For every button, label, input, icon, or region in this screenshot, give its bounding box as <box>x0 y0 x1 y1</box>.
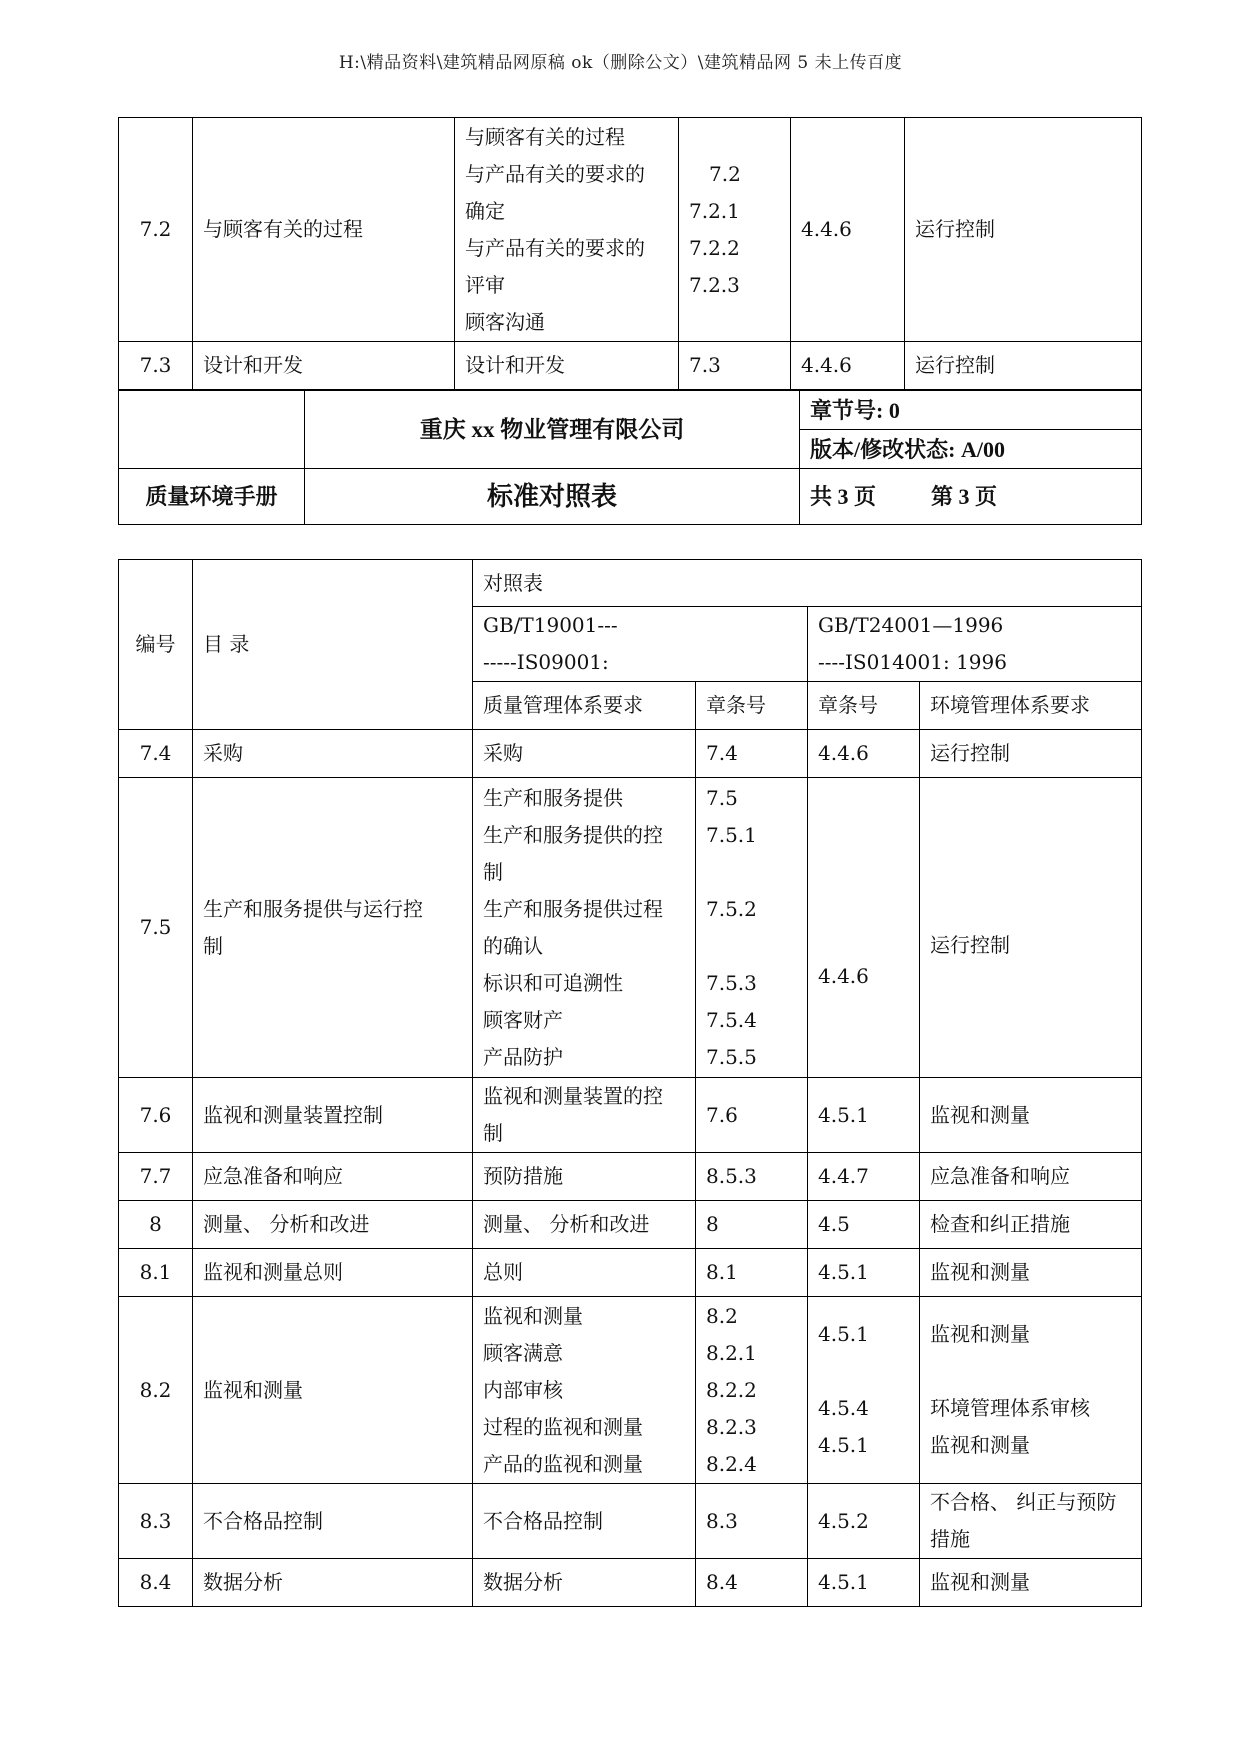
env-requirement: 不合格、 纠正与预防 措施 <box>920 1484 1142 1559</box>
subheader-env-requirements: 环境管理体系要求 <box>920 682 1142 730</box>
env-clause-number: 4.5.1 <box>808 1559 920 1607</box>
env-clause-number: 4.5.1 <box>808 1249 920 1297</box>
row-number: 7.6 <box>119 1078 193 1153</box>
quality-clause-number: 8.1 <box>696 1249 808 1297</box>
title-block-row <box>119 469 1142 525</box>
subheader-quality-clause: 章条号 <box>696 682 808 730</box>
env-requirement: 检查和纠正措施 <box>920 1201 1142 1249</box>
quality-requirement: 测量、 分析和改进 <box>473 1201 696 1249</box>
env-requirements: 监视和测量 环境管理体系审核 监视和测量 <box>920 1297 1142 1484</box>
quality-clause-number: 8.3 <box>696 1484 808 1559</box>
env-requirement: 应急准备和响应 <box>920 1153 1142 1201</box>
column-header-compare: 对照表 <box>473 560 1142 607</box>
row-number: 7.5 <box>119 778 193 1078</box>
row-title: 监视和测量装置控制 <box>193 1078 473 1153</box>
quality-requirement: 数据分析 <box>473 1559 696 1607</box>
subheader-quality-requirements: 质量管理体系要求 <box>473 682 696 730</box>
row-title: 测量、 分析和改进 <box>193 1201 473 1249</box>
table-row <box>119 1078 1142 1153</box>
row-number: 8.2 <box>119 1297 193 1484</box>
quality-requirement: 监视和测量装置的控 制 <box>473 1078 696 1153</box>
quality-clause-number: 7.3 <box>679 342 791 390</box>
quality-requirement: 设计和开发 <box>455 342 679 390</box>
env-clause-number: 4.5.1 <box>808 1078 920 1153</box>
env-requirement: 监视和测量 <box>920 1559 1142 1607</box>
standards-comparison-table <box>118 559 1142 1607</box>
env-requirement: 运行控制 <box>905 342 1142 390</box>
continuation-table <box>118 117 1142 390</box>
row-title: 监视和测量 <box>193 1297 473 1484</box>
table-row <box>119 1153 1142 1201</box>
title-block-row <box>119 391 1142 430</box>
chapter-number: 章节号: 0 <box>800 391 1142 430</box>
row-title: 不合格品控制 <box>193 1484 473 1559</box>
table-row <box>119 342 1142 390</box>
table-row <box>119 1484 1142 1559</box>
quality-requirement: 预防措施 <box>473 1153 696 1201</box>
row-number: 7.3 <box>119 342 193 390</box>
env-clause-number: 4.5 <box>808 1201 920 1249</box>
env-requirement: 监视和测量 <box>920 1249 1142 1297</box>
table-row <box>119 1201 1142 1249</box>
quality-requirements: 生产和服务提供 生产和服务提供的控 制 生产和服务提供过程 的确认 标识和可追溯性 顾客财产 产品防护 <box>473 778 696 1078</box>
row-title: 与顾客有关的过程 <box>193 118 455 342</box>
row-title: 应急准备和响应 <box>193 1153 473 1201</box>
row-number: 7.2 <box>119 118 193 342</box>
document-title-block <box>118 390 1142 525</box>
quality-requirement: 不合格品控制 <box>473 1484 696 1559</box>
env-clause-number: 4.4.6 <box>791 118 905 342</box>
quality-standard-header: GB/T19001--- -----IS09001: <box>473 607 808 682</box>
header-row <box>119 560 1142 607</box>
env-clause-number: 4.4.7 <box>808 1153 920 1201</box>
quality-clause-numbers: 8.2 8.2.1 8.2.2 8.2.3 8.2.4 <box>696 1297 808 1484</box>
quality-clause-number: 7.4 <box>696 730 808 778</box>
quality-clause-numbers: 7.2 7.2.1 7.2.2 7.2.3 <box>679 118 791 342</box>
env-clause-number: 4.4.6 <box>808 730 920 778</box>
row-title: 生产和服务提供与运行控 制 <box>193 778 473 1078</box>
row-number: 8 <box>119 1201 193 1249</box>
env-clause-number: 4.4.6 <box>808 778 920 1078</box>
table-row <box>119 1297 1142 1484</box>
table-row <box>119 730 1142 778</box>
company-name: 重庆 xx 物业管理有限公司 <box>305 391 800 469</box>
row-number: 8.4 <box>119 1559 193 1607</box>
row-title: 设计和开发 <box>193 342 455 390</box>
table-row <box>119 118 1142 342</box>
row-number: 7.4 <box>119 730 193 778</box>
quality-requirements: 监视和测量 顾客满意 内部审核 过程的监视和测量 产品的监视和测量 <box>473 1297 696 1484</box>
quality-requirements: 与顾客有关的过程 与产品有关的要求的 确定 与产品有关的要求的 评审 顾客沟通 <box>455 118 679 342</box>
file-path-header: H:\精品资料\建筑精品网原稿 ok（删除公文）\建筑精品网 5 未上传百度 <box>338 53 903 73</box>
env-clause-numbers: 4.5.1 4.5.4 4.5.1 <box>808 1297 920 1484</box>
page-count: 共 3 页 第 3 页 <box>800 469 1142 525</box>
env-requirement: 监视和测量 <box>920 1078 1142 1153</box>
quality-clause-number: 8.5.3 <box>696 1153 808 1201</box>
column-header-title: 目 录 <box>193 560 473 730</box>
quality-clause-number: 7.6 <box>696 1078 808 1153</box>
env-requirement: 运行控制 <box>905 118 1142 342</box>
quality-clause-number: 8 <box>696 1201 808 1249</box>
row-number: 7.7 <box>119 1153 193 1201</box>
table-row <box>119 1559 1142 1607</box>
quality-requirement: 采购 <box>473 730 696 778</box>
quality-requirement: 总则 <box>473 1249 696 1297</box>
row-title: 采购 <box>193 730 473 778</box>
quality-clause-number: 8.4 <box>696 1559 808 1607</box>
env-requirement: 运行控制 <box>920 730 1142 778</box>
column-header-number: 编号 <box>119 560 193 730</box>
version-status: 版本/修改状态: A/00 <box>800 430 1142 469</box>
manual-name: 质量环境手册 <box>119 469 305 525</box>
environment-standard-header: GB/T24001—1996 ----IS014001: 1996 <box>808 607 1142 682</box>
env-clause-number: 4.5.2 <box>808 1484 920 1559</box>
document-title: 标准对照表 <box>305 469 800 525</box>
env-requirement: 运行控制 <box>920 778 1142 1078</box>
subheader-env-clause: 章条号 <box>808 682 920 730</box>
table-row <box>119 1249 1142 1297</box>
env-clause-number: 4.4.6 <box>791 342 905 390</box>
table-row <box>119 778 1142 1078</box>
row-title: 数据分析 <box>193 1559 473 1607</box>
row-title: 监视和测量总则 <box>193 1249 473 1297</box>
row-number: 8.3 <box>119 1484 193 1559</box>
quality-clause-numbers: 7.5 7.5.1 7.5.2 7.5.3 7.5.4 7.5.5 <box>696 778 808 1078</box>
row-number: 8.1 <box>119 1249 193 1297</box>
